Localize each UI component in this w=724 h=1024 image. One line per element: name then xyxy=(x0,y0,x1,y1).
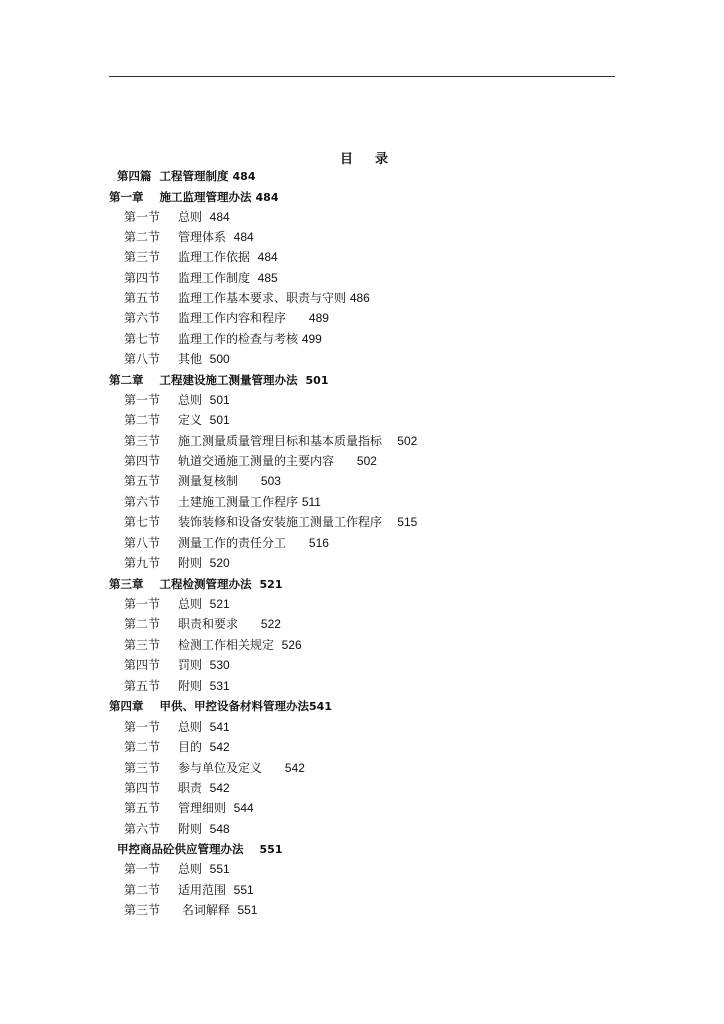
toc-entry-label: 其他 xyxy=(178,352,210,366)
toc-entry-label: 总则 xyxy=(178,862,210,876)
toc-section-entry[interactable] xyxy=(124,534,329,552)
toc-section-entry[interactable] xyxy=(124,901,257,919)
toc-entry-label: 第四篇 工程管理制度 xyxy=(117,169,233,183)
toc-entry-label: 检测工作相关规定 xyxy=(178,638,282,652)
toc-page-number: 531 xyxy=(209,679,230,693)
toc-chapter-entry[interactable] xyxy=(109,575,283,593)
toc-entry-label: 总则 xyxy=(178,210,210,224)
toc-section-number: 第二节 xyxy=(124,617,161,631)
toc-section-entry[interactable] xyxy=(124,513,417,531)
toc-chapter-entry[interactable] xyxy=(109,697,332,715)
toc-entry-label: 附则 xyxy=(178,679,210,693)
toc-section-number: 第一节 xyxy=(124,720,161,734)
toc-section-entry[interactable] xyxy=(124,228,254,246)
toc-entry-label: 管理体系 xyxy=(178,230,234,244)
toc-section-number: 第五节 xyxy=(124,679,161,693)
toc-page-number: 548 xyxy=(209,822,230,836)
toc-section-number: 第一节 xyxy=(124,597,161,611)
toc-entry-label: 装饰装修和设备安装施工测量工作程序 xyxy=(178,515,398,529)
toc-section-entry[interactable] xyxy=(124,759,305,777)
toc-section-number: 第四节 xyxy=(124,658,161,672)
toc-entry-label: 测量工作的责任分工 xyxy=(178,536,309,550)
toc-page-number: 486 xyxy=(349,291,370,305)
toc-section-entry[interactable] xyxy=(124,330,322,348)
toc-entry-label: 总则 xyxy=(178,393,210,407)
toc-page-number: 551 xyxy=(209,862,230,876)
toc-section-number: 第六节 xyxy=(124,495,161,509)
toc-entry-label: 名词解释 xyxy=(178,903,238,917)
toc-entry-label: 第三章 工程检测管理办法 xyxy=(109,577,260,591)
toc-entry-label: 附则 xyxy=(178,822,210,836)
toc-section-entry[interactable] xyxy=(124,881,254,899)
toc-section-number: 第一节 xyxy=(124,862,161,876)
toc-section-number: 第二节 xyxy=(124,883,161,897)
toc-section-entry[interactable] xyxy=(124,391,230,409)
toc-page-number: 501 xyxy=(209,413,230,427)
toc-entry-label: 监理工作依据 xyxy=(178,250,258,264)
toc-page-number: 551 xyxy=(237,903,258,917)
title-char-1: 目 xyxy=(340,152,354,167)
toc-section-entry[interactable] xyxy=(124,208,230,226)
toc-section-number: 第一节 xyxy=(124,210,161,224)
toc-section-number: 第三节 xyxy=(124,434,161,448)
toc-page-number: 502 xyxy=(397,434,418,448)
toc-page-number: 542 xyxy=(284,761,305,775)
toc-entry-label: 附则 xyxy=(178,556,210,570)
toc-page-number: 484 xyxy=(233,230,254,244)
toc-section-entry[interactable] xyxy=(124,820,230,838)
toc-page-number: 501 xyxy=(305,374,329,387)
toc-section-entry[interactable] xyxy=(124,289,370,307)
toc-section-number: 第三节 xyxy=(124,903,161,917)
toc-page-number: 501 xyxy=(209,393,230,407)
toc-section-entry[interactable] xyxy=(124,779,230,797)
toc-section-number: 第三节 xyxy=(124,638,161,652)
toc-page-number: 544 xyxy=(233,801,254,815)
toc-page-number: 522 xyxy=(260,617,281,631)
toc-section-entry[interactable] xyxy=(124,493,321,511)
toc-page-number: 521 xyxy=(259,578,283,591)
toc-page-number: 541 xyxy=(309,700,332,713)
toc-page-number: 516 xyxy=(308,536,329,550)
toc-section-number: 第八节 xyxy=(124,536,161,550)
toc-entry-label: 适用范围 xyxy=(178,883,234,897)
toc-page-number: 541 xyxy=(209,720,230,734)
toc-section-entry[interactable] xyxy=(124,452,377,470)
toc-section-entry[interactable] xyxy=(124,738,230,756)
toc-page-number: 503 xyxy=(260,474,281,488)
toc-section-entry[interactable] xyxy=(124,595,230,613)
toc-page-number: 484 xyxy=(257,250,278,264)
toc-section-number: 第四节 xyxy=(124,781,161,795)
toc-section-number: 第二节 xyxy=(124,413,161,427)
toc-page-number: 500 xyxy=(209,352,230,366)
toc-page-number: 542 xyxy=(209,781,230,795)
toc-section-number: 第三节 xyxy=(124,250,161,264)
toc-section-number: 第四节 xyxy=(124,271,161,285)
toc-section-entry[interactable] xyxy=(124,472,281,490)
page-title xyxy=(340,148,388,167)
toc-entry-label: 第四章 甲供、甲控设备材料管理办法 xyxy=(109,699,310,713)
toc-section-number: 第五节 xyxy=(124,801,161,815)
toc-entry-label: 监理工作的检查与考核 xyxy=(178,332,302,346)
toc-page-number: 484 xyxy=(232,170,256,183)
toc-page-number: 502 xyxy=(356,454,377,468)
toc-page-number: 530 xyxy=(209,658,230,672)
toc-section-entry[interactable] xyxy=(124,615,281,633)
toc-page-number: 551 xyxy=(233,883,254,897)
toc-section-number: 第六节 xyxy=(124,822,161,836)
toc-section-entry[interactable] xyxy=(124,860,230,878)
toc-section-number: 第二节 xyxy=(124,230,161,244)
toc-section-entry[interactable] xyxy=(124,248,278,266)
toc-section-entry[interactable] xyxy=(124,432,417,450)
toc-chapter-entry[interactable] xyxy=(109,188,279,206)
toc-entry-label: 甲控商品砼供应管理办法 xyxy=(117,842,260,856)
toc-section-number: 第五节 xyxy=(124,474,161,488)
toc-section-entry[interactable] xyxy=(124,309,329,327)
toc-page-number: 499 xyxy=(301,332,322,346)
toc-entry-label: 管理细则 xyxy=(178,801,234,815)
toc-page-number: 526 xyxy=(281,638,302,652)
toc-entry-label: 施工测量质量管理目标和基本质量指标 xyxy=(178,434,398,448)
toc-section-number: 第四节 xyxy=(124,454,161,468)
toc-section-number: 第七节 xyxy=(124,515,161,529)
toc-entry-label: 目的 xyxy=(178,740,210,754)
toc-section-entry[interactable] xyxy=(124,656,230,674)
toc-entry-label: 总则 xyxy=(178,597,210,611)
toc-page-number: 489 xyxy=(308,311,329,325)
toc-chapter-entry[interactable] xyxy=(109,371,329,389)
toc-entry-label: 轨道交通施工测量的主要内容 xyxy=(178,454,357,468)
toc-section-number: 第八节 xyxy=(124,352,161,366)
header-rule xyxy=(109,76,615,77)
toc-entry-label: 监理工作内容和程序 xyxy=(178,311,309,325)
toc-entry-label: 职责 xyxy=(178,781,210,795)
toc-page-number: 484 xyxy=(255,191,279,204)
toc-section-number: 第六节 xyxy=(124,311,161,325)
toc-entry-label: 第二章 工程建设施工测量管理办法 xyxy=(109,373,306,387)
toc-section-number: 第七节 xyxy=(124,332,161,346)
toc-section-entry[interactable] xyxy=(124,350,230,368)
toc-section-number: 第三节 xyxy=(124,761,161,775)
title-char-2: 录 xyxy=(375,152,389,167)
toc-entry-label: 监理工作基本要求、职责与守则 xyxy=(178,291,350,305)
toc-entry-label: 罚则 xyxy=(178,658,210,672)
toc-section-entry[interactable] xyxy=(124,677,230,695)
toc-section-number: 第一节 xyxy=(124,393,161,407)
toc-page-number: 484 xyxy=(209,210,230,224)
toc-page-number: 521 xyxy=(209,597,230,611)
toc-entry-label: 监理工作制度 xyxy=(178,271,258,285)
toc-chapter-entry[interactable] xyxy=(117,840,282,858)
toc-page-number: 542 xyxy=(209,740,230,754)
toc-entry-label: 职责和要求 xyxy=(178,617,261,631)
toc-entry-label: 测量复核制 xyxy=(178,474,261,488)
toc-section-entry[interactable] xyxy=(124,636,302,654)
toc-section-entry[interactable] xyxy=(124,718,230,736)
toc-entry-label: 土建施工测量工作程序 xyxy=(178,495,302,509)
toc-entry-label: 定义 xyxy=(178,413,210,427)
toc-section-entry[interactable] xyxy=(124,799,254,817)
toc-page-number: 511 xyxy=(301,495,321,509)
toc-entry-label: 第一章 施工监理管理办法 xyxy=(109,190,256,204)
toc-section-entry[interactable] xyxy=(124,554,230,572)
toc-page-number: 551 xyxy=(259,843,283,856)
toc-section-entry[interactable] xyxy=(124,411,230,429)
toc-chapter-entry[interactable] xyxy=(117,167,255,185)
toc-section-number: 第二节 xyxy=(124,740,161,754)
toc-page-number: 515 xyxy=(397,515,418,529)
toc-entry-label: 参与单位及定义 xyxy=(178,761,285,775)
toc-page-number: 520 xyxy=(209,556,230,570)
toc-section-number: 第五节 xyxy=(124,291,161,305)
toc-page-number: 485 xyxy=(257,271,278,285)
toc-entry-label: 总则 xyxy=(178,720,210,734)
toc-section-entry[interactable] xyxy=(124,269,278,287)
toc-section-number: 第九节 xyxy=(124,556,161,570)
